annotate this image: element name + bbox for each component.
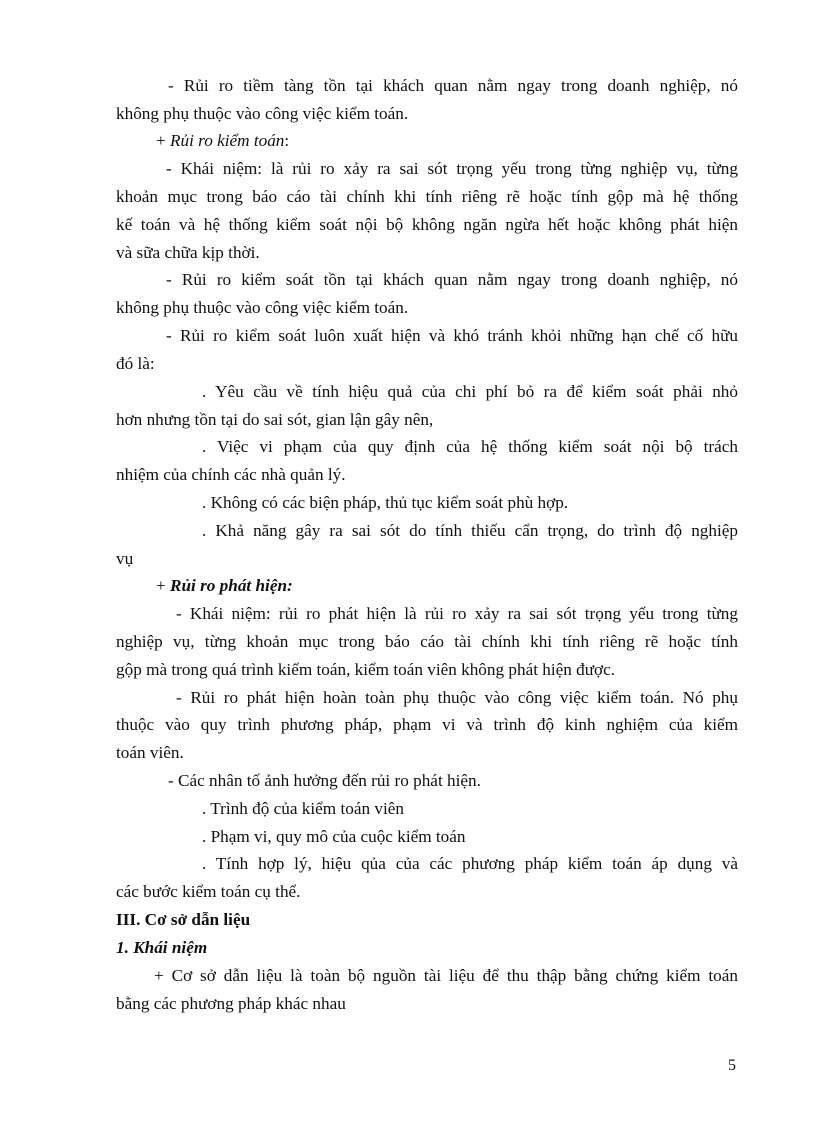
text-line: + Cơ sở dẫn liệu là toàn bộ nguồn tài liệu để thu thập bằng chứng kiểm toán xyxy=(154,966,738,985)
heading-text: Rủi ro phát hiện: xyxy=(170,576,293,595)
text-line: vụ xyxy=(116,549,134,568)
text-line: đó là: xyxy=(116,354,155,373)
text-line: . Việc vi phạm của quy định của hệ thống kiểm soát nội bộ trách xyxy=(202,437,738,456)
text-line: - Rủi ro phát hiện hoàn toàn phụ thuộc vào công việc kiểm toán. Nó phụ xyxy=(176,688,738,707)
page-number: 5 xyxy=(728,1057,736,1074)
heading-prefix: + xyxy=(156,131,170,150)
text-line: kế toán và hệ thống kiểm soát nội bộ không ngăn ngừa hết hoặc không phát hiện xyxy=(116,215,738,234)
heading-suffix: : xyxy=(284,131,290,150)
section-heading xyxy=(156,575,293,597)
text-line: không phụ thuộc vào công việc kiểm toán. xyxy=(116,298,409,317)
text-line: thuộc vào quy trình phương pháp, phạm vi và trình độ kinh nghiệm của kiểm xyxy=(116,715,738,734)
text-line: - Rủi ro kiểm soát tồn tại khách quan nằm ngay trong doanh nghiệp, nó xyxy=(166,270,738,289)
text-line: . Không có các biện pháp, thủ tục kiểm soát phù hợp. xyxy=(202,493,569,512)
text-line: - Rủi ro kiểm soát luôn xuất hiện và khó tránh khỏi những hạn chế cố hữu xyxy=(166,326,738,345)
text-line: - Các nhân tố ảnh hưởng đến rủi ro phát hiện. xyxy=(168,771,481,790)
text-line: . Yêu cầu về tính hiệu quả của chi phí bỏ ra để kiểm soát phải nhỏ xyxy=(202,382,738,401)
heading-prefix: + xyxy=(156,576,170,595)
section-heading: III. Cơ sở dẫn liệu xyxy=(116,910,251,929)
text-line: . Phạm vi, quy mô của cuộc kiểm toán xyxy=(202,827,466,846)
text-line: không phụ thuộc vào công việc kiểm toán. xyxy=(116,104,409,123)
text-line: bằng các phương pháp khác nhau xyxy=(116,994,346,1013)
text-line: nghiệp vụ, từng khoản mục trong báo cáo tài chính khi tính riêng rẽ hoặc tính xyxy=(116,632,738,651)
text-line: - Rủi ro tiềm tàng tồn tại khách quan nằm ngay trong doanh nghiệp, nó xyxy=(168,76,738,95)
text-line: toán viên. xyxy=(116,743,184,762)
subsection-heading: 1. Khái niệm xyxy=(116,938,208,957)
text-line: hơn nhưng tồn tại do sai sót, gian lận gây nên, xyxy=(116,410,434,429)
text-line: - Khái niệm: rủi ro phát hiện là rủi ro xảy ra sai sót trọng yếu trong từng xyxy=(176,604,738,623)
heading-text: Rủi ro kiểm toán xyxy=(170,131,285,150)
section-heading xyxy=(156,130,289,152)
text-line: các bước kiểm toán cụ thể. xyxy=(116,882,301,901)
text-line: . Tính hợp lý, hiệu qủa của các phương pháp kiểm toán áp dụng và xyxy=(202,854,738,873)
text-line: nhiệm của chính các nhà quản lý. xyxy=(116,465,346,484)
text-line: . Khả năng gây ra sai sót do tính thiếu cẩn trọng, do trình độ nghiệp xyxy=(202,521,738,540)
text-line: - Khái niệm: là rủi ro xảy ra sai sót trọng yếu trong từng nghiệp vụ, từng xyxy=(166,159,738,178)
text-line: và sữa chữa kịp thời. xyxy=(116,243,260,262)
text-line: khoản mục trong báo cáo tài chính khi tính riêng rẽ hoặc tính gộp mà hệ thống xyxy=(116,187,738,206)
text-line: . Trình độ của kiểm toán viên xyxy=(202,799,404,818)
text-line: gộp mà trong quá trình kiểm toán, kiểm toán viên không phát hiện được. xyxy=(116,660,616,679)
